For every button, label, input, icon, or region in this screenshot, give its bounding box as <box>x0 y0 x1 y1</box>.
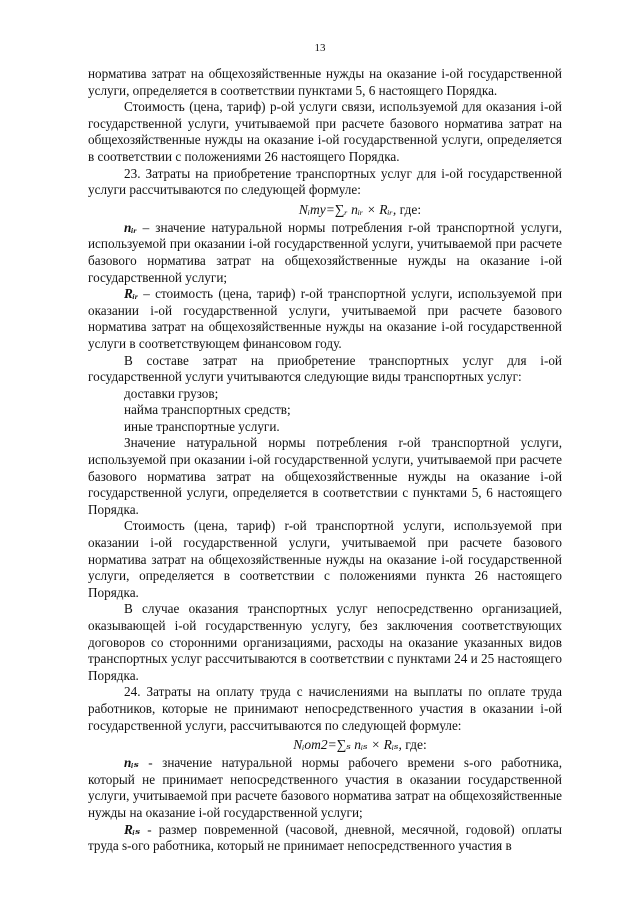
paragraph: В случае оказания транспортных услуг непосредственно организацией, оказывающей i-ой государственную услугу, без заключения соответствующих договоров со сторонними организациями, расходы на оказание указанных видов транспортных услуг рассчитываются в соответствии с пунктами 24 и 25 настоящего Порядка. <box>88 601 562 683</box>
paragraph: Значение натуральной нормы потребления r-ой транспортной услуги, используемой при оказании i-ой государственной услуги, учитываемой при расчете базового норматива затрат на общехозяйственные нужды на оказание i-ой государственной услуги, определяется в соответствии с пунктами 5, 6 настоящего Порядка. <box>88 435 562 517</box>
paragraph: Стоимость (цена, тариф) р-ой услуги связи, используемой для оказания i-ой государственной услуги, учитываемой при расчете базового норматива затрат на общехозяйственные нужды на оказание i-ой государственной услуги, определяется в соответствии с положениями 26 настоящего Порядка. <box>88 99 562 164</box>
formula-expression: Nᵢтy=∑ᵣ nᵢᵣ × Rᵢᵣ, <box>298 201 397 217</box>
document-body <box>88 66 562 855</box>
paragraph: Стоимость (цена, тариф) r-ой транспортной услуги, используемой при оказании i-ой государственной услуги, учитываемой при расчете базового норматива затрат на общехозяйственные нужды на оказание i-ой государственной услуги, определяется в соответствии с положениями пункта 26 настоящего Порядка. <box>88 518 562 600</box>
definition <box>88 220 562 286</box>
definition-text: – значение натуральной нормы потребления r-ой транспортной услуги, используемой при оказании i-ой государственной услуги, учитываемой при расчете базового норматива затрат на общехозяйственные нужды на оказание i-ой государственной услуги; <box>88 219 562 285</box>
definition <box>88 822 562 855</box>
definition-text: – стоимость (цена, тариф) r-ой транспортной услуги, используемой при оказании i-ой государственной услуги, учитываемой при расчете базового норматива затрат на общехозяйственные нужды на оказание i-ой государственной услуги в соответствующем финансовом году. <box>88 286 562 351</box>
formula <box>158 735 562 754</box>
symbol: nᵢₛ <box>124 755 139 771</box>
definition <box>88 755 562 821</box>
paragraph: 23. Затраты на приобретение транспортных услуг для i-ой государственной услуги рассчитываются по следующей формуле: <box>88 165 562 198</box>
formula-tail: где: <box>401 737 427 753</box>
symbol: nᵢᵣ <box>124 219 137 235</box>
definition <box>88 286 562 352</box>
formula-expression: Nᵢот2=∑ₛ nᵢₛ × Rᵢₛ, <box>293 737 402 753</box>
definition-text: - значение натуральной нормы рабочего времени s-ого работника, который не принимает непосредственного участия в оказании государственной услуги, учитываемой при расчете базового норматива затрат на общехозяйственные нужды на оказание i-ой государственной услуги; <box>88 755 562 820</box>
formula <box>158 200 562 219</box>
list-item: иные транспортные услуги. <box>124 418 280 434</box>
formula-tail: где: <box>396 201 422 217</box>
symbol: Rᵢᵣ <box>124 286 138 302</box>
paragraph: В составе затрат на приобретение транспортных услуг для i-ой государственной услуги учитываются следующие виды транспортных услуг: <box>88 352 562 385</box>
page-number: 13 <box>314 42 326 54</box>
paragraph: 24. Затраты на оплату труда с начислениями на выплаты по оплате труда работников, которые не принимают непосредственного участия в оказании i-ой государственной услуги, рассчитываются по следующей формуле: <box>88 684 562 733</box>
symbol: Rᵢₛ <box>124 821 141 837</box>
definition-text: - размер повременной (часовой, дневной, месячной, годовой) оплаты труда s-ого работника, который не принимает непосредственного участия в <box>88 821 562 854</box>
paragraph: норматива затрат на общехозяйственные нужды на оказание i-ой государственной услуги, определяется в соответствии пунктами 5, 6 настоящего Порядка. <box>88 66 562 98</box>
list-item: найма транспортных средств; <box>124 402 291 418</box>
list-item: доставки грузов; <box>124 385 219 401</box>
